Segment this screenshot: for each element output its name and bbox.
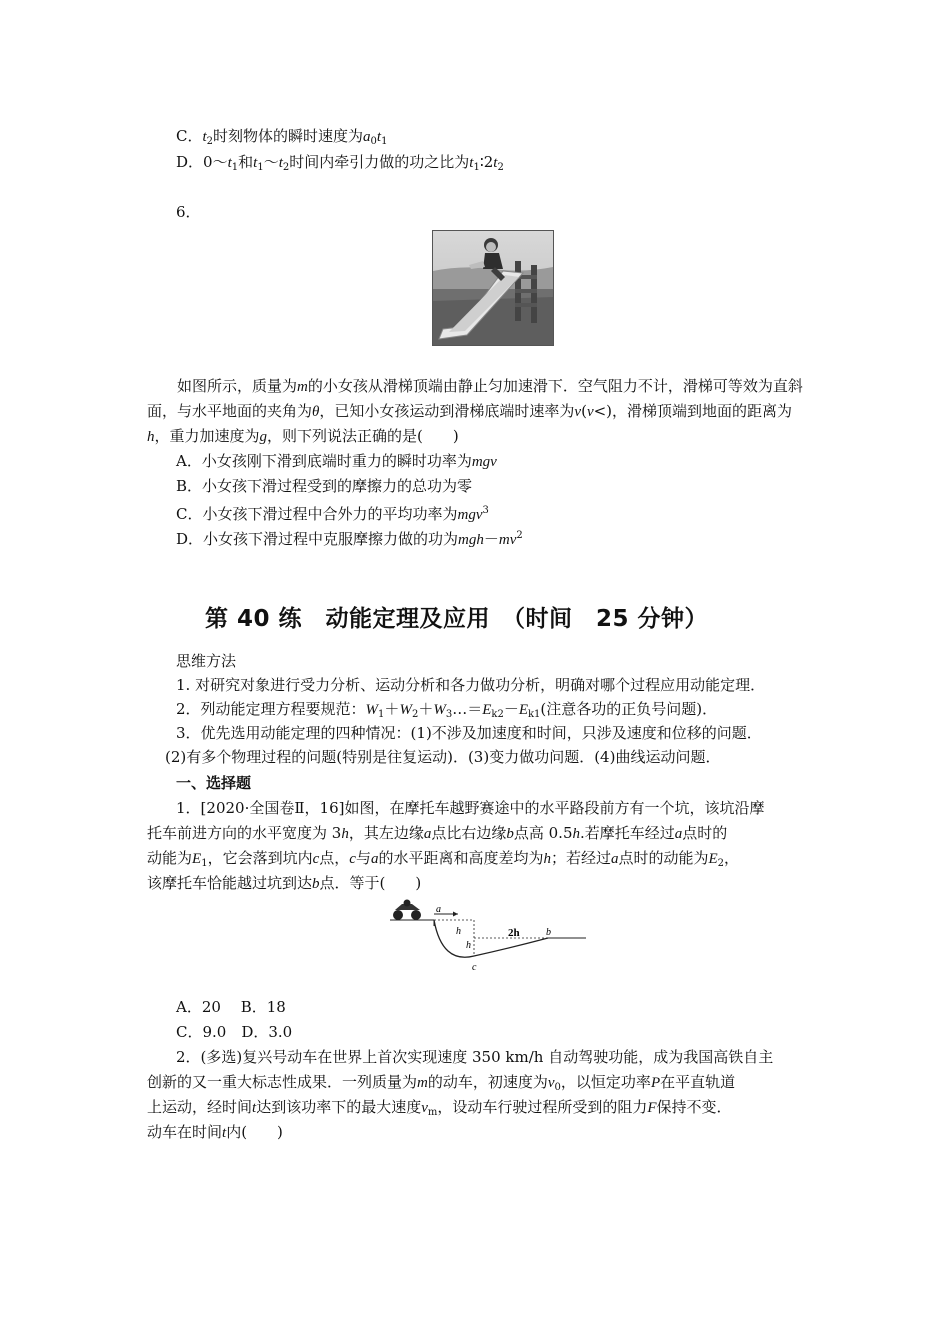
q5-option-d: D．$0\sim t_1$和$t_1\sim t_2$时间内牵引力做的功之比为$t_1∶2t_2$	[176, 153, 504, 173]
q1-line-3: 动能为$E_1$，它会落到坑内c点，c与a的水平距离和高度差均为h；若经过a点时的动能为$E_2$，	[147, 849, 740, 869]
q6-number: 6．	[176, 203, 201, 221]
method-item-2: 2．列动能定理方程要规范：$W_1+W_2+W_3\dots=E_{k2}-E_{k1}$(注意各功的正负号问题)．	[176, 700, 718, 720]
q6-option-a: A．小女孩刚下滑到底端时重力的瞬时功率为mgv	[176, 452, 497, 470]
q1-line-1: 1．[2020·全国卷Ⅱ，16]如图，在摩托车越野赛途中的水平路段前方有一个坑，该坑沿摩	[176, 799, 765, 817]
q6-option-c: C．小女孩下滑过程中合外力的平均功率为mgv$^3$	[176, 505, 489, 523]
q1-line-2: 托车前进方向的水平宽度为 3h，其左边缘a点比右边缘b点高 0.5h.若摩托车经过a点时的	[147, 824, 728, 842]
q5-option-c: C．$t_2$时刻物体的瞬时速度为$a_0t_1$	[176, 127, 388, 147]
q2-line-2: 创新的又一重大标志性成果．一列质量为m的动车，初速度为$v_0$，以恒定功率P在平直轨道	[147, 1073, 736, 1093]
q6-option-b: B．小女孩下滑过程受到的摩擦力的总功为零	[176, 477, 473, 495]
label-h-side: h	[466, 940, 471, 951]
label-a: a	[436, 904, 441, 915]
motorcycle-icon	[393, 900, 421, 921]
label-2h: 2h	[508, 927, 520, 939]
slide-photo-image	[433, 231, 553, 345]
q1-pit-diagram	[390, 898, 590, 978]
label-b: b	[546, 927, 551, 938]
q6-stem: 如图所示，质量为m的小女孩从滑梯顶端由静止匀加速滑下．空气阻力不计，滑梯可等效为直斜面，与水平地面的夹角为θ，已知小女孩运动到滑梯底端时速率为v(v<)，滑梯顶端到地面的距离为h，重力加速度为g，则下列说法正确的是( )	[147, 377, 803, 445]
method-item-3-line-1: 3．优先选用动能定理的四种情况：(1)不涉及加速度和时间，只涉及速度和位移的问题．	[176, 724, 762, 742]
q6-option-d: D．小女孩下滑过程中克服摩擦力做的功为$mgh-mv^2$	[176, 530, 523, 548]
part-heading: 一、选择题	[176, 774, 252, 792]
method-label: 思维方法	[176, 652, 237, 670]
q2-line-3: 上运动，经时间t达到该功率下的最大速度$v_m$，设动车行驶过程所受到的阻力F保持不变．	[147, 1098, 732, 1118]
label-h-top: h	[456, 926, 461, 937]
method-item-3-line-2: (2)有多个物理过程的问题(特别是往复运动)．(3)变力做功问题．(4)曲线运动问题．	[165, 748, 721, 766]
q2-line-1: 2．(多选)复兴号动车在世界上首次实现速度 350 km/h 自动驾驶功能，成为我国高铁自主	[176, 1048, 774, 1066]
label-c: c	[472, 962, 477, 973]
method-item-1: 1. 对研究对象进行受力分析、运动分析和各力做功分析，明确对哪个过程应用动能定理．	[176, 676, 766, 694]
q1-options-cd: C．9.0 D．3.0	[176, 1023, 293, 1041]
slide-photo	[432, 230, 554, 346]
section-title: 第 40 练 动能定理及应用 （时间 25 分钟）	[205, 606, 709, 632]
q1-options-ab: A．20 B．18	[176, 998, 286, 1016]
q2-line-4: 动车在时间t内( )	[147, 1123, 283, 1141]
q1-line-4: 该摩托车恰能越过坑到达b点．等于( )	[147, 874, 422, 892]
pit-curve	[434, 920, 548, 957]
